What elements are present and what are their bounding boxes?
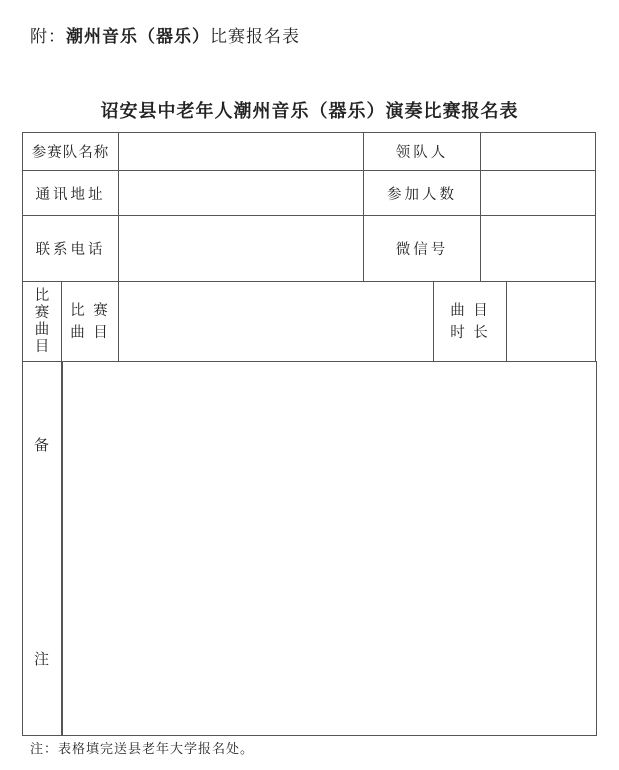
footer-note: 注：表格填完送县老年大学报名处。 — [30, 742, 255, 757]
phone-field[interactable] — [118, 215, 364, 282]
duration-line2: 时 长 — [450, 324, 490, 341]
leader-label: 领队人 — [363, 132, 481, 171]
remarks-field[interactable] — [61, 361, 597, 736]
pieces-char-4: 目 — [34, 338, 50, 355]
leader-field[interactable] — [480, 132, 596, 171]
attachment-bold: 潮州音乐（器乐） — [66, 27, 210, 47]
pieces-group-label — [22, 281, 62, 362]
participants-label: 参加人数 — [363, 170, 481, 216]
wechat-field[interactable] — [480, 215, 596, 282]
remarks-char-1: 备 — [34, 436, 50, 454]
attachment-suffix: 比赛报名表 — [210, 27, 300, 47]
pieces-char-3: 曲 — [34, 321, 50, 338]
duration-line1: 曲 目 — [450, 302, 490, 319]
team-name-field[interactable] — [118, 132, 364, 171]
attachment-heading — [30, 22, 300, 47]
piece-title-label — [61, 281, 119, 362]
pieces-char-2: 赛 — [34, 304, 50, 321]
wechat-label: 微信号 — [363, 215, 481, 282]
piece-title-line2: 曲 目 — [70, 324, 110, 341]
address-label: 通讯地址 — [22, 170, 119, 216]
duration-label — [433, 281, 507, 362]
team-name-label: 参赛队名称 — [22, 132, 119, 171]
address-field[interactable] — [118, 170, 364, 216]
phone-label: 联系电话 — [22, 215, 119, 282]
piece-title-field[interactable] — [118, 281, 434, 362]
attachment-prefix: 附： — [30, 27, 66, 47]
participants-field[interactable] — [480, 170, 596, 216]
remarks-label-cell — [22, 361, 63, 736]
form-title: 诏安县中老年人潮州音乐（器乐）演奏比赛报名表 — [100, 101, 519, 122]
piece-title-line1: 比 赛 — [70, 302, 110, 319]
duration-field[interactable] — [506, 281, 596, 362]
remarks-char-2: 注 — [34, 650, 50, 668]
pieces-char-1: 比 — [34, 287, 50, 304]
